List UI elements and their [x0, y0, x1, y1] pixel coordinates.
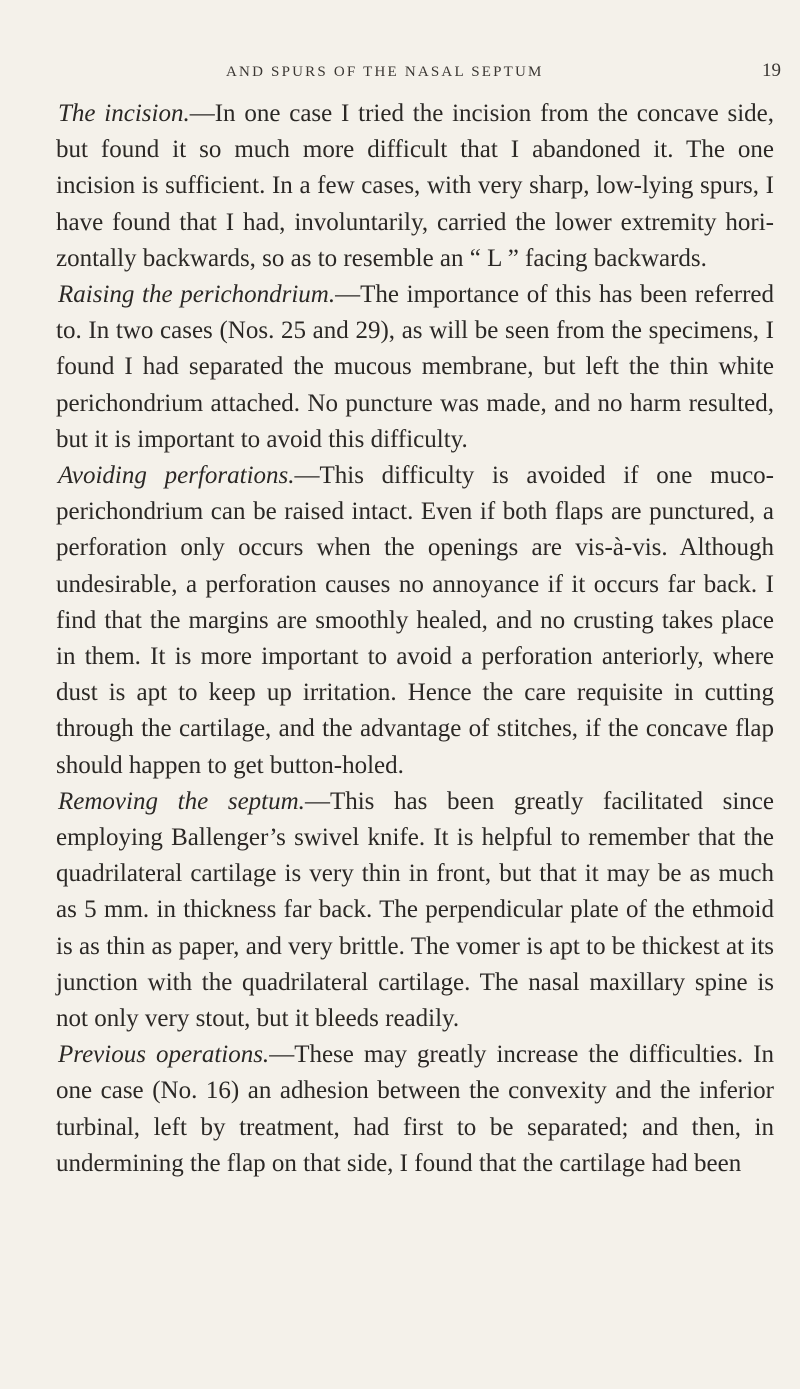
section-heading-perichondrium: Raising the perichondrium. — [58, 281, 336, 309]
running-head: AND SPURS OF THE NASAL SEPTUM — [226, 64, 544, 80]
paragraph-text-perichondrium: —The importance of this has been referred to. In two cases (Nos. 25 and 29), as will be seen from the specimens, I found I had separated the mucous membrane, but left the thin white perichondrium attached. No puncture was made, and no harm resulted, but it is important to avoid this difficulty. — [56, 281, 775, 453]
paragraph-removing-septum — [56, 784, 774, 1037]
paragraph-text-removing-septum: —This has been greatly facilitated since employing Ballenger’s swivel knife. It is helpful to remember that the quadrilateral cartilage is very thin in front, but that it may be as much as 5 mm. in thickness far back. The perpendicular plate of the ethmoid is as thin as paper, and very brittle. The vomer is apt to be thickest at its junction with the quadrilateral cartilage. The nasal maxillary spine is not only very stout, but it bleeds readily. — [56, 787, 774, 1033]
section-heading-removing-septum: Removing the septum. — [58, 787, 305, 815]
body-text — [56, 96, 774, 1182]
paragraph-text-incision: —In one case I tried the incision from the concave side, but found it so much more difficult that I abandoned it. The one incision is sufficient. In a few cases, with very sharp, low-lying spurs, I have found that I had, involuntarily, carried the lower extremity horizontally backwards, so as to resemble an “ L ” facing backwards. — [56, 100, 774, 272]
paragraph-text-perforations: —This difficulty is avoided if one muco-perichondrium can be raised intact. Even if both flaps are punctured, a perforation only occurs when the openings are vis-à-vis. Although undesirable, a perforation causes no annoyance if it occurs far back. I find that the margins are smoothly healed, and no crusting takes place in them. It is more important to avoid a perforation anteriorly, where dust is apt to keep up irritation. Hence the care requisite in cutting through the cartilage, and the advantage of stitches, if the concave flap should happen to get button-holed. — [56, 462, 775, 779]
paragraph-perforations — [56, 458, 774, 784]
paragraph-previous-operations — [56, 1037, 774, 1182]
paragraph-incision — [56, 96, 774, 277]
page-number: 19 — [762, 60, 781, 81]
paragraph-text-previous-operations: —These may greatly increase the difficulties. In one case (No. 16) an adhesion between the convexity and the inferior turbinal, left by treatment, had first to be separated; and then, in undermining the flap on that side, I found that the cartilage had been — [56, 1041, 774, 1177]
section-heading-incision: The incision. — [58, 100, 190, 127]
section-heading-perforations: Avoiding perforations. — [58, 462, 295, 490]
paragraph-perichondrium — [56, 277, 774, 458]
section-heading-previous-operations: Previous operations. — [58, 1041, 270, 1069]
